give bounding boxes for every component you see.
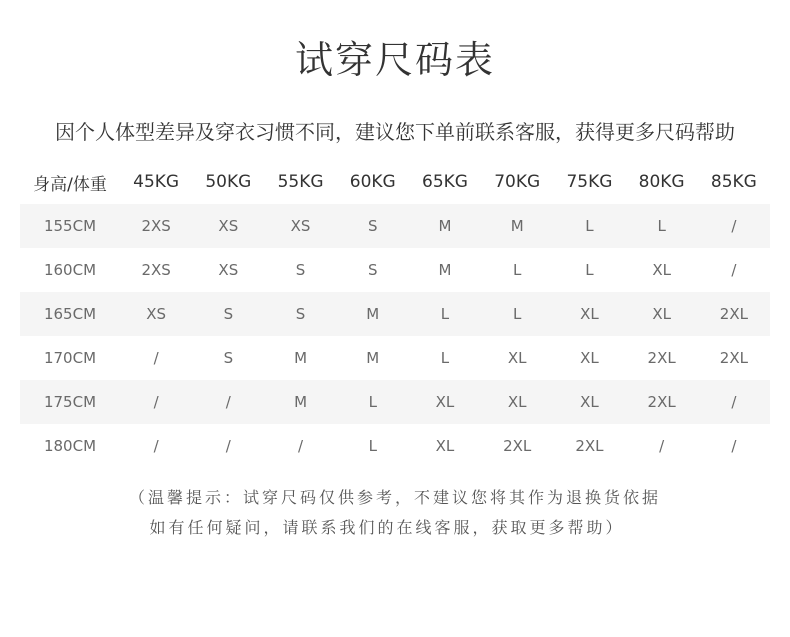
size-cell: / <box>659 437 665 455</box>
size-cell: / <box>698 204 770 248</box>
size-cell: S <box>192 292 264 336</box>
header-weight-80: 80KG <box>638 172 685 192</box>
size-cell: S <box>337 204 409 248</box>
header-weight-65: 65KG <box>422 172 468 192</box>
size-cell: 2XL <box>719 349 748 367</box>
table-row <box>20 380 770 424</box>
table-row <box>20 248 770 292</box>
size-cell: L <box>585 261 594 279</box>
size-cell: / <box>731 261 737 279</box>
header-weight-75: 75KG <box>566 172 613 192</box>
size-cell: 2XS <box>120 204 192 248</box>
size-cell: L <box>337 380 409 424</box>
size-cell: 2XL <box>626 380 698 424</box>
size-cell: XL <box>507 349 527 367</box>
size-cell: 2XL <box>647 349 676 367</box>
height-cell: 165CM <box>20 292 120 336</box>
size-cell: 2XL <box>503 437 532 455</box>
size-cell: / <box>298 437 304 455</box>
header-weight-85: 85KG <box>710 172 757 192</box>
size-cell: / <box>225 437 231 455</box>
size-cell: 2XL <box>698 292 770 336</box>
size-cell: L <box>368 437 377 455</box>
size-cell: XL <box>553 292 625 336</box>
size-cell: M <box>409 204 481 248</box>
size-cell: L <box>513 261 522 279</box>
size-cell: / <box>731 437 737 455</box>
size-cell: M <box>481 204 553 248</box>
size-cell: S <box>368 261 378 279</box>
table-row <box>20 336 770 380</box>
disclaimer-line-1: （温馨提示：试穿尺码仅供参考，不建议您将其作为退换货依据 <box>128 488 661 507</box>
size-cell: L <box>626 204 698 248</box>
header-weight-70: 70KG <box>494 172 541 192</box>
size-cell: XS <box>192 204 264 248</box>
size-cell: S <box>223 349 234 367</box>
size-cell: XL <box>409 380 481 424</box>
size-cell: 2XS <box>141 261 171 279</box>
size-cell: XL <box>435 437 455 455</box>
disclaimer-line-2: 如有任何疑问，请联系我们的在线客服，获取更多帮助） <box>149 518 625 537</box>
size-cell: L <box>481 292 553 336</box>
size-cell: M <box>438 261 452 279</box>
size-cell: M <box>264 380 336 424</box>
size-cell: XS <box>218 261 239 279</box>
size-cell: 2XL <box>575 437 604 455</box>
size-cell: S <box>295 261 306 279</box>
height-cell: 155CM <box>20 204 120 248</box>
size-cell: L <box>440 349 450 367</box>
size-cell: M <box>366 349 380 367</box>
size-cell: / <box>153 437 159 455</box>
height-cell: 180CM <box>43 437 97 455</box>
size-cell: XS <box>264 204 336 248</box>
height-cell: 175CM <box>20 380 120 424</box>
header-weight-50: 50KG <box>205 172 252 192</box>
header-height-weight: 身高/体重 <box>33 174 107 195</box>
header-weight-55: 55KG <box>277 172 324 192</box>
size-cell: XL <box>626 292 698 336</box>
size-cell: M <box>337 292 409 336</box>
size-cell: XL <box>481 380 553 424</box>
size-cell: XL <box>652 261 671 279</box>
header-weight-60: 60KG <box>349 172 396 192</box>
size-cell: / <box>120 380 192 424</box>
size-cell: XL <box>580 349 599 367</box>
size-cell: XS <box>120 292 192 336</box>
header-weight-45: 45KG <box>133 172 180 192</box>
height-cell: 160CM <box>43 261 97 279</box>
size-cell: L <box>409 292 481 336</box>
size-cell: / <box>698 380 770 424</box>
page-title: 试穿尺码表 <box>294 38 495 82</box>
height-cell: 170CM <box>43 349 97 367</box>
size-cell: S <box>264 292 336 336</box>
size-cell: / <box>153 349 159 367</box>
table-row <box>20 204 770 248</box>
table-header-row <box>20 160 770 204</box>
size-cell: / <box>192 380 264 424</box>
size-cell: L <box>553 204 625 248</box>
size-cell: XL <box>553 380 625 424</box>
table-row <box>20 292 770 336</box>
size-cell: M <box>294 349 308 367</box>
size-chart-table <box>20 160 770 468</box>
table-row <box>20 424 770 468</box>
page-subtitle: 因个人体型差异及穿衣习惯不同，建议您下单前联系客服，获得更多尺码帮助 <box>55 120 735 144</box>
